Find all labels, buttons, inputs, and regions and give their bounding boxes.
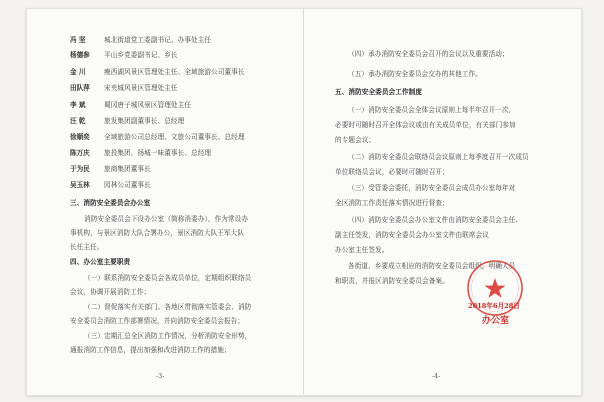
section5-line: 各街道、乡要成立相应的消防安全委员会组织，明确人员 (348, 262, 516, 270)
roster-name: 田队萍 (70, 84, 90, 92)
roster-role: 平山乡党委副书记、乡长 (104, 51, 178, 59)
roster-role: 旅发集团副董事长、总经理 (104, 117, 185, 125)
section5-line: 单位联络员会议，必要时可随时召开； (335, 168, 449, 176)
section5-line: 必要时可随时召开全体会议或由有关成员单位，有关部门参加 (335, 121, 516, 129)
section3-line: 长任主任。 (70, 243, 104, 251)
page-number-right: -4- (432, 372, 441, 380)
seal-office: 办公室 (482, 316, 510, 326)
roster-name: 冯 坚 (70, 36, 86, 44)
roster-name: 陈万庆 (70, 149, 90, 157)
section4-line: 安全委员会消防工作部署情况，并向消防安全委员会报告； (70, 317, 245, 325)
section4-line: （二）督促落实有关部门、各地区贯彻落实管委会、消防 (84, 303, 252, 311)
section5-line: 的专题会议； (335, 136, 376, 144)
roster-role: 全域旅游公司总经理、文旅公司董事长、总经理 (104, 133, 245, 141)
roster-name: 吴玉林 (70, 181, 90, 189)
roster-role: 瘦西湖风景区管理处主任、全域旅游公司董事长 (104, 68, 245, 76)
roster-name: 徐顺奕 (70, 133, 90, 141)
page-fold (303, 8, 304, 394)
page-number-left: -3- (156, 372, 165, 380)
section3-line: 消防安全委员会下设办公室（简称消委办），作为常设办 (84, 215, 249, 223)
section4-line: 会议，协调开展消防工作； (70, 288, 151, 296)
roster-name: 李 斌 (70, 101, 86, 109)
section5-line: （二）消防安全委员会联络员会议原则上每季度召开一次成员 (348, 153, 529, 161)
roster-role: 宋夹城风景区管理处主任 (104, 84, 178, 92)
roster-role: 园林公司董事长 (104, 181, 151, 189)
section4-line: （三）定期汇总全区消防工作情况，分析消防安全形势， (84, 332, 252, 340)
section5-line: （一）消防安全委员会全体会议原则上每半年召开一次， (348, 106, 516, 114)
roster-name: 汪 乾 (70, 117, 86, 125)
section5-line: （三）受管委会委托，消防安全委员会成员办公室每年对 (348, 184, 516, 192)
section5-line: 全区消防工作责任落实情况进行督查； (335, 199, 449, 207)
section3-line: 事机构，与景区消防大队合署办公，景区消防大队王军大队 (70, 229, 245, 237)
roster-name: 杨德参 (70, 51, 90, 59)
section4-line: （一）联系消防安全委员会各成员单位，定期组织联络员 (84, 274, 252, 282)
roster-name: 金 川 (70, 68, 86, 76)
item-line: （四）承办消防安全委员会召开的会议以及重要活动； (348, 50, 509, 58)
roster-name: 于为民 (70, 165, 90, 173)
section5-line: 和职责，并报区消防安全委员会备案。 (335, 277, 449, 285)
roster-role: 旅商集团董事长 (104, 165, 151, 173)
section5-line: 副主任签发，消防安全委员会办公室文件由联席会议 (335, 231, 489, 239)
roster-role: 城北街道党工委副书记、办事处主任 (104, 36, 212, 44)
section5-line: 办公室主任签发。 (335, 246, 389, 254)
seal-date: 2018年6月28日 (468, 302, 520, 310)
roster-role: 旅投集团、扬城一味董事长、总经理 (104, 149, 212, 157)
section5-line: （四）消防安全委员会办公室文件由消防安全委员会主任、 (348, 216, 523, 224)
roster-role: 蜀冈唐子城风景区管理处主任 (104, 101, 192, 109)
section4-line: 通报消防工作信息，提出加强和改进消防工作的措施； (70, 346, 231, 354)
section4-heading: 四、办公室主要职责 (70, 258, 131, 266)
section3-heading: 三、消防安全委员会办公室 (70, 199, 151, 207)
section5-heading: 五、消防安全委员会工作制度 (335, 88, 423, 96)
item-line: （五）承办消防安全委员会交办的其他工作。 (348, 70, 482, 78)
